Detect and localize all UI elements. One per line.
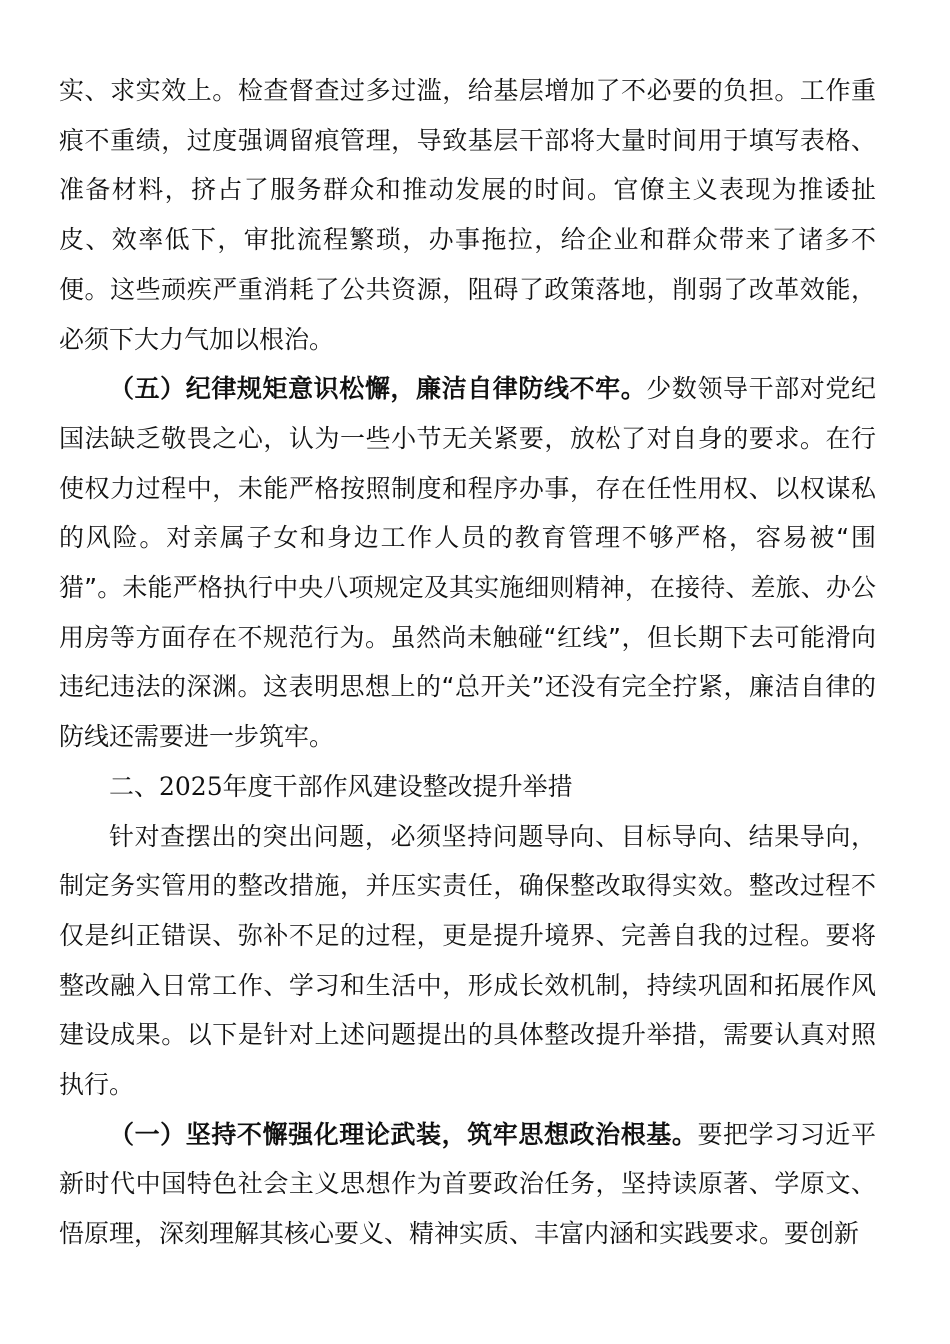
measure-one-body: 要把学习习近平新时代中国特色社会主义思想作为首要政治任务，坚持读原著、学原文、悟原理，深刻理解其核心要义、精神实质、丰富内涵和实践要求。要创新 <box>59 1119 876 1249</box>
section-five-body: 少数领导干部对党纪国法缺乏敬畏之心，认为一些小节无关紧要，放松了对自身的要求。在行使权力过程中，未能严格按照制度和程序办事，存在任性用权、以权谋私的风险。对亲属子女和身边工作人员的教育管理不够严格，容易被“围猎”。未能严格执行中央八项规定及其实施细则精神，在接待、差旅、办公用房等方面存在不规范行为。虽然尚未触碰“红线”，但长期下去可能滑向违纪违法的深渊。这表明思想上的“总开关”还没有完全拧紧，廉洁自律的防线还需要进一步筑牢。 <box>59 374 876 752</box>
paragraph-measures-intro: 针对查摆出的突出问题，必须坚持问题导向、目标导向、结果导向，制定务实管用的整改措施，并压实责任，确保整改取得实效。整改过程不仅是纠正错误、弥补不足的过程，更是提升境界、完善自我的过程。要将整改融入日常工作、学习和生活中，形成长效机制，持续巩固和拓展作风建设成果。以下是针对上述问题提出的具体整改提升举措，需要认真对照执行。 <box>59 821 876 1100</box>
measure-one-lead: （一）坚持不懈强化理论武装，筑牢思想政治根基。 <box>109 1119 698 1149</box>
section-heading-measures: 二、2025年度干部作风建设整改提升举措 <box>109 771 573 801</box>
paragraph-continued: 实、求实效上。检查督查过多过滥，给基层增加了不必要的负担。工作重痕不重绩，过度强调留痕管理，导致基层干部将大量时间用于填写表格、准备材料，挤占了服务群众和推动发展的时间。官僚主义表现为推诿扯皮、效率低下，审批流程繁琐，办事拖拉，给企业和群众带来了诸多不便。这些顽疾严重消耗了公共资源，阻碍了政策落地，削弱了改革效能，必须下大力气加以根治。 <box>59 76 876 354</box>
paragraph-section-five <box>59 364 876 762</box>
paragraph-measure-one <box>59 1110 876 1259</box>
section-five-lead: （五）纪律规矩意识松懈，廉洁自律防线不牢。 <box>109 374 647 404</box>
